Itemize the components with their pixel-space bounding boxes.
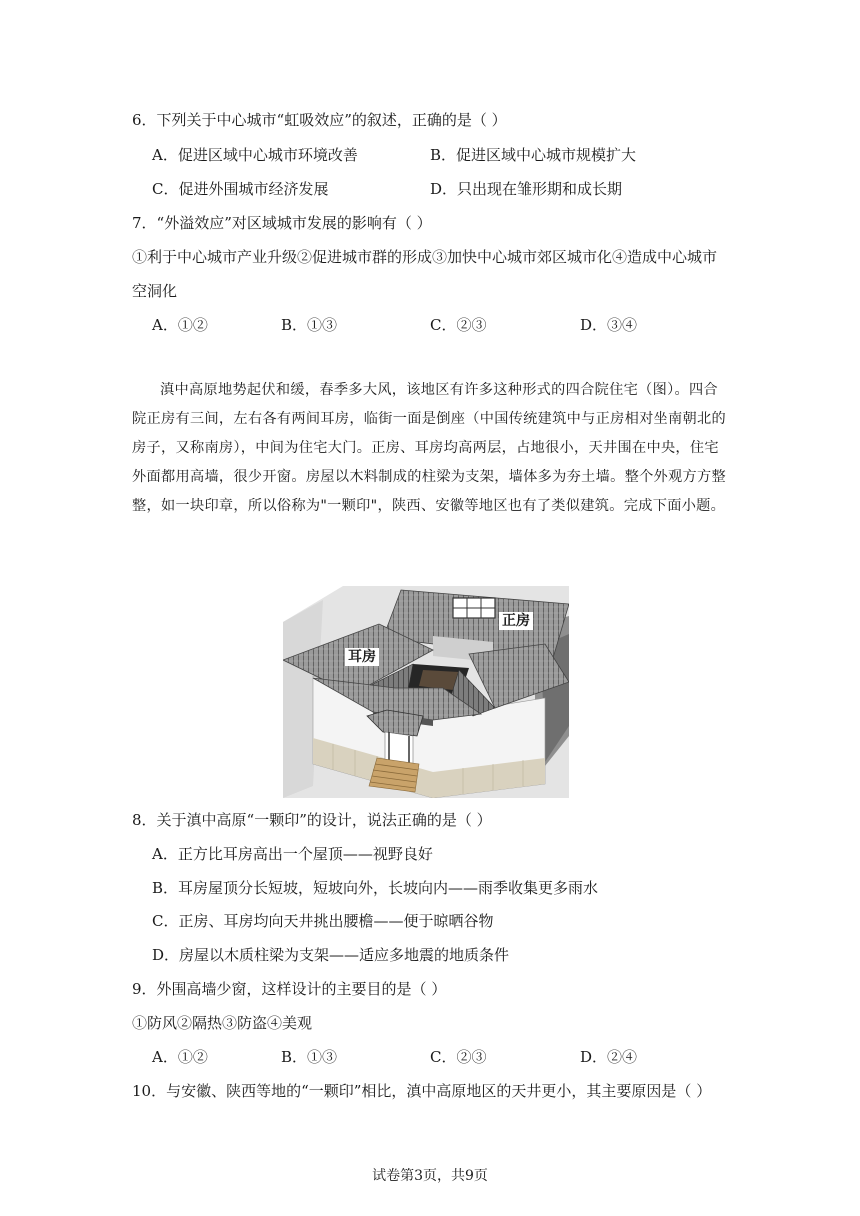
q6-option-d: D．只出现在雏形期和成长期 bbox=[430, 180, 623, 198]
q7-option-c: C．②③ bbox=[430, 316, 487, 334]
q9-stem: 9．外围高墙少窗，这样设计的主要目的是（ ） bbox=[132, 980, 447, 998]
q7-statements-line1: ①利于中心城市产业升级②促进城市群的形成③加快中心城市郊区城市化④造成中心城市 bbox=[132, 248, 718, 266]
q9-option-d: D．②④ bbox=[580, 1048, 638, 1066]
page-footer: 试卷第3页，共9页 bbox=[372, 1168, 488, 1184]
reading-passage: 滇中高原地势起伏和缓，春季多大风，该地区有许多这种形式的四合院住宅（图）。四合院正房有三间，左右各有两间耳房，临街一面是倒座（中国传统建筑中与正房相对坐南朝北的房子，又称南房），中间为住宅大门。正房、耳房均高两层，占地很小，天井围在中央，住宅外面都用高墙，很少开窗。房屋以木料制成的柱梁为支架，墙体多为夯土墙。整个外观方方整整，如一块印章，所以俗称为"一颗印"，陕西、安徽等地区也有了类似建筑。完成下面小题。 bbox=[132, 382, 726, 514]
q10-stem: 10．与安徽、陕西等地的“一颗印”相比，滇中高原地区的天井更小，其主要原因是（ ） bbox=[132, 1082, 712, 1100]
q9-option-c: C．②③ bbox=[430, 1048, 487, 1066]
label-erfang: 耳房 bbox=[345, 648, 379, 666]
q8-option-b: B．耳房屋顶分长短坡，短坡向外，长坡向内——雨季收集更多雨水 bbox=[152, 879, 599, 897]
q6-stem: 6．下列关于中心城市“虹吸效应”的叙述，正确的是（ ） bbox=[132, 111, 507, 129]
q6-option-b: B．促进区域中心城市规模扩大 bbox=[430, 146, 637, 164]
q8-option-d: D．房屋以木质柱梁为支架——适应多地震的地质条件 bbox=[152, 946, 510, 964]
courtyard-house-figure bbox=[283, 586, 569, 798]
q7-option-a: A．①② bbox=[152, 316, 208, 334]
q7-option-d: D．③④ bbox=[580, 316, 638, 334]
q6-option-a: A．促进区域中心城市环境改善 bbox=[152, 146, 358, 164]
q7-stem: 7．“外溢效应”对区域城市发展的影响有（ ） bbox=[132, 214, 432, 232]
q9-option-a: A．①② bbox=[152, 1048, 208, 1066]
q8-stem: 8．关于滇中高原“一颗印”的设计，说法正确的是（ ） bbox=[132, 811, 492, 829]
q9-option-b: B．①③ bbox=[281, 1048, 338, 1066]
q6-option-c: C．促进外围城市经济发展 bbox=[152, 180, 329, 198]
q7-statements-line2: 空洞化 bbox=[132, 282, 178, 300]
q7-option-b: B．①③ bbox=[281, 316, 338, 334]
q9-statements: ①防风②隔热③防盗④美观 bbox=[132, 1014, 313, 1032]
label-zhengfang: 正房 bbox=[499, 612, 533, 630]
q8-option-a: A．正方比耳房高出一个屋顶——视野良好 bbox=[152, 845, 433, 863]
q8-option-c: C．正房、耳房均向天井挑出腰檐——便于晾晒谷物 bbox=[152, 912, 494, 930]
